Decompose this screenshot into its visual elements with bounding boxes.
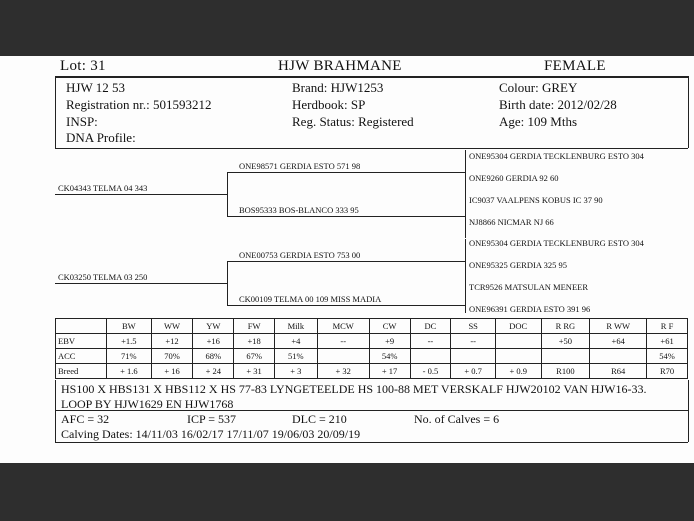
pedigree-gg-1: ONE95304 GERDIA TECKLENBURG ESTO 304 xyxy=(469,151,644,161)
sire-line xyxy=(55,194,227,195)
pedigree-sire: CK04343 TELMA 04 343 xyxy=(58,183,148,193)
calves-count: No. of Calves = 6 xyxy=(414,412,500,426)
catalogue-page xyxy=(0,56,694,463)
registration-status: Reg. Status: Registered xyxy=(292,114,414,129)
animal-sex: FEMALE xyxy=(544,58,606,74)
dd-line xyxy=(227,305,465,306)
ebv-header-cell: WW xyxy=(151,319,193,334)
ebv-header-row xyxy=(56,319,688,334)
acc-cell xyxy=(496,349,541,364)
pedigree-gg-2: ONE9260 GERDIA 92 60 xyxy=(469,173,559,183)
acc-cell xyxy=(451,349,496,364)
calving-dates: Calving Dates: 14/11/03 16/02/17 17/11/07 19/06/03 20/09/19 xyxy=(61,427,361,441)
icp-stat: ICP = 537 xyxy=(187,412,236,426)
herdbook: Herdbook: SP xyxy=(292,97,366,112)
info-divider xyxy=(55,148,688,149)
ebv-header-cell: YW xyxy=(193,319,234,334)
title-divider xyxy=(55,76,688,78)
pedigree-dam-sire: ONE00753 GERDIA ESTO 753 00 xyxy=(239,250,361,260)
registration-number: Registration nr.: 501593212 xyxy=(66,97,212,112)
pedigree-dam-dam: CK00109 TELMA 00 109 MISS MADIA xyxy=(239,294,382,304)
ebv-cell: +61 xyxy=(647,334,688,349)
ebv-header-cell: CW xyxy=(369,319,410,334)
breed-cell: + 3 xyxy=(275,364,318,379)
breed-cell: + 24 xyxy=(193,364,234,379)
breed-cell: + 0.7 xyxy=(451,364,496,379)
pedigree-dam: CK03250 TELMA 03 250 xyxy=(58,272,148,282)
ebv-cell: +18 xyxy=(234,334,275,349)
ebv-cell: +50 xyxy=(541,334,590,349)
dlc-stat: DLC = 210 xyxy=(292,412,347,426)
remarks-line-1: HS100 X HBS131 X HBS112 X HS 77-83 LYNGETEELDE HS 100-88 MET VERSKALF HJW20102 VAN HJW16-33. xyxy=(61,382,647,396)
remarks-divider xyxy=(55,410,688,411)
colour: Colour: GREY xyxy=(499,80,578,95)
ebv-header-cell: SS xyxy=(451,319,496,334)
ebv-header-cell: R RG xyxy=(541,319,590,334)
ebv-header-cell: FW xyxy=(234,319,275,334)
ds-branch xyxy=(465,239,466,283)
acc-row-label: ACC xyxy=(56,349,107,364)
ss-line xyxy=(227,172,465,173)
ebv-cell: +9 xyxy=(369,334,410,349)
ebv-header-cell: BW xyxy=(107,319,152,334)
acc-cell: 68% xyxy=(193,349,234,364)
ebv-row-label: EBV xyxy=(56,334,107,349)
info-left-border xyxy=(55,76,56,148)
acc-cell xyxy=(541,349,590,364)
ebv-table xyxy=(55,318,688,379)
breed-cell: + 31 xyxy=(234,364,275,379)
sd-branch xyxy=(465,194,466,238)
pedigree-gg-3: IC9037 VAALPENS KOBUS IC 37 90 xyxy=(469,195,603,205)
ebv-cell: +16 xyxy=(193,334,234,349)
acc-cell xyxy=(317,349,369,364)
footer-bottom-border xyxy=(55,442,688,443)
ebv-header-cell xyxy=(56,319,107,334)
ebv-cell: -- xyxy=(410,334,451,349)
dam-branch xyxy=(227,261,228,305)
breed-cell: + 0.9 xyxy=(496,364,541,379)
ds-line xyxy=(227,261,465,262)
breed-cell: R100 xyxy=(541,364,590,379)
breed-cell: - 0.5 xyxy=(410,364,451,379)
acc-cell xyxy=(410,349,451,364)
brand: Brand: HJW1253 xyxy=(292,80,384,95)
breed-row-label: Breed xyxy=(56,364,107,379)
acc-row xyxy=(56,349,688,364)
breed-cell: + 1.6 xyxy=(107,364,152,379)
birth-date: Birth date: 2012/02/28 xyxy=(499,97,617,112)
pedigree-gg-7: TCR9526 MATSULAN MENEER xyxy=(469,282,589,292)
acc-cell: 54% xyxy=(647,349,688,364)
ebv-header-cell: R F xyxy=(647,319,688,334)
afc-stat: AFC = 32 xyxy=(61,412,110,426)
ebv-cell: +12 xyxy=(151,334,193,349)
pedigree-gg-6: ONE95325 GERDIA 325 95 xyxy=(469,260,567,270)
pedigree-sire-dam: BOS95333 BOS-BLANCO 333 95 xyxy=(239,205,359,215)
footer-right-border xyxy=(688,380,689,442)
ebv-row xyxy=(56,334,688,349)
breed-cell: R64 xyxy=(590,364,647,379)
acc-cell xyxy=(590,349,647,364)
pedigree-sire-sire: ONE98571 GERDIA ESTO 571 98 xyxy=(239,161,361,171)
acc-cell: 51% xyxy=(275,349,318,364)
animal-id: HJW 12 53 xyxy=(66,80,125,95)
pedigree-gg-5: ONE95304 GERDIA TECKLENBURG ESTO 304 xyxy=(469,238,644,248)
acc-cell: 70% xyxy=(151,349,193,364)
breed-cell: + 32 xyxy=(317,364,369,379)
lot-number: Lot: 31 xyxy=(60,58,106,74)
ebv-cell: +4 xyxy=(275,334,318,349)
ebv-cell: -- xyxy=(317,334,369,349)
remarks-line-2: LOOP BY HJW1629 EN HJW1768 xyxy=(61,397,234,411)
pedigree-gg-4: NJ8866 NICMAR NJ 66 xyxy=(469,217,554,227)
ebv-header-cell: Milk xyxy=(275,319,318,334)
animal-name: HJW BRAHMANE xyxy=(278,58,402,74)
pedigree-gg-8: ONE96391 GERDIA ESTO 391 96 xyxy=(469,304,591,314)
ebv-header-cell: DC xyxy=(410,319,451,334)
age: Age: 109 Mths xyxy=(499,114,577,129)
dam-line xyxy=(55,283,227,284)
ebv-header-cell: R WW xyxy=(590,319,647,334)
breed-cell: + 16 xyxy=(151,364,193,379)
ss-branch xyxy=(465,150,466,194)
sd-line xyxy=(227,216,465,217)
breed-cell: + 17 xyxy=(369,364,410,379)
sire-branch xyxy=(227,172,228,216)
acc-cell: 54% xyxy=(369,349,410,364)
breed-row xyxy=(56,364,688,379)
ebv-header-cell: MCW xyxy=(317,319,369,334)
ebv-header-cell: DOC xyxy=(496,319,541,334)
insp-label: INSP: xyxy=(66,114,98,129)
dd-branch xyxy=(465,283,466,313)
dna-profile-label: DNA Profile: xyxy=(66,130,136,145)
info-right-border xyxy=(688,76,689,148)
ebv-cell: -- xyxy=(451,334,496,349)
ebv-cell xyxy=(496,334,541,349)
footer-left-border xyxy=(55,380,56,442)
breed-cell: R70 xyxy=(647,364,688,379)
ebv-cell: +1.5 xyxy=(107,334,152,349)
ebv-cell: +64 xyxy=(590,334,647,349)
acc-cell: 67% xyxy=(234,349,275,364)
acc-cell: 71% xyxy=(107,349,152,364)
